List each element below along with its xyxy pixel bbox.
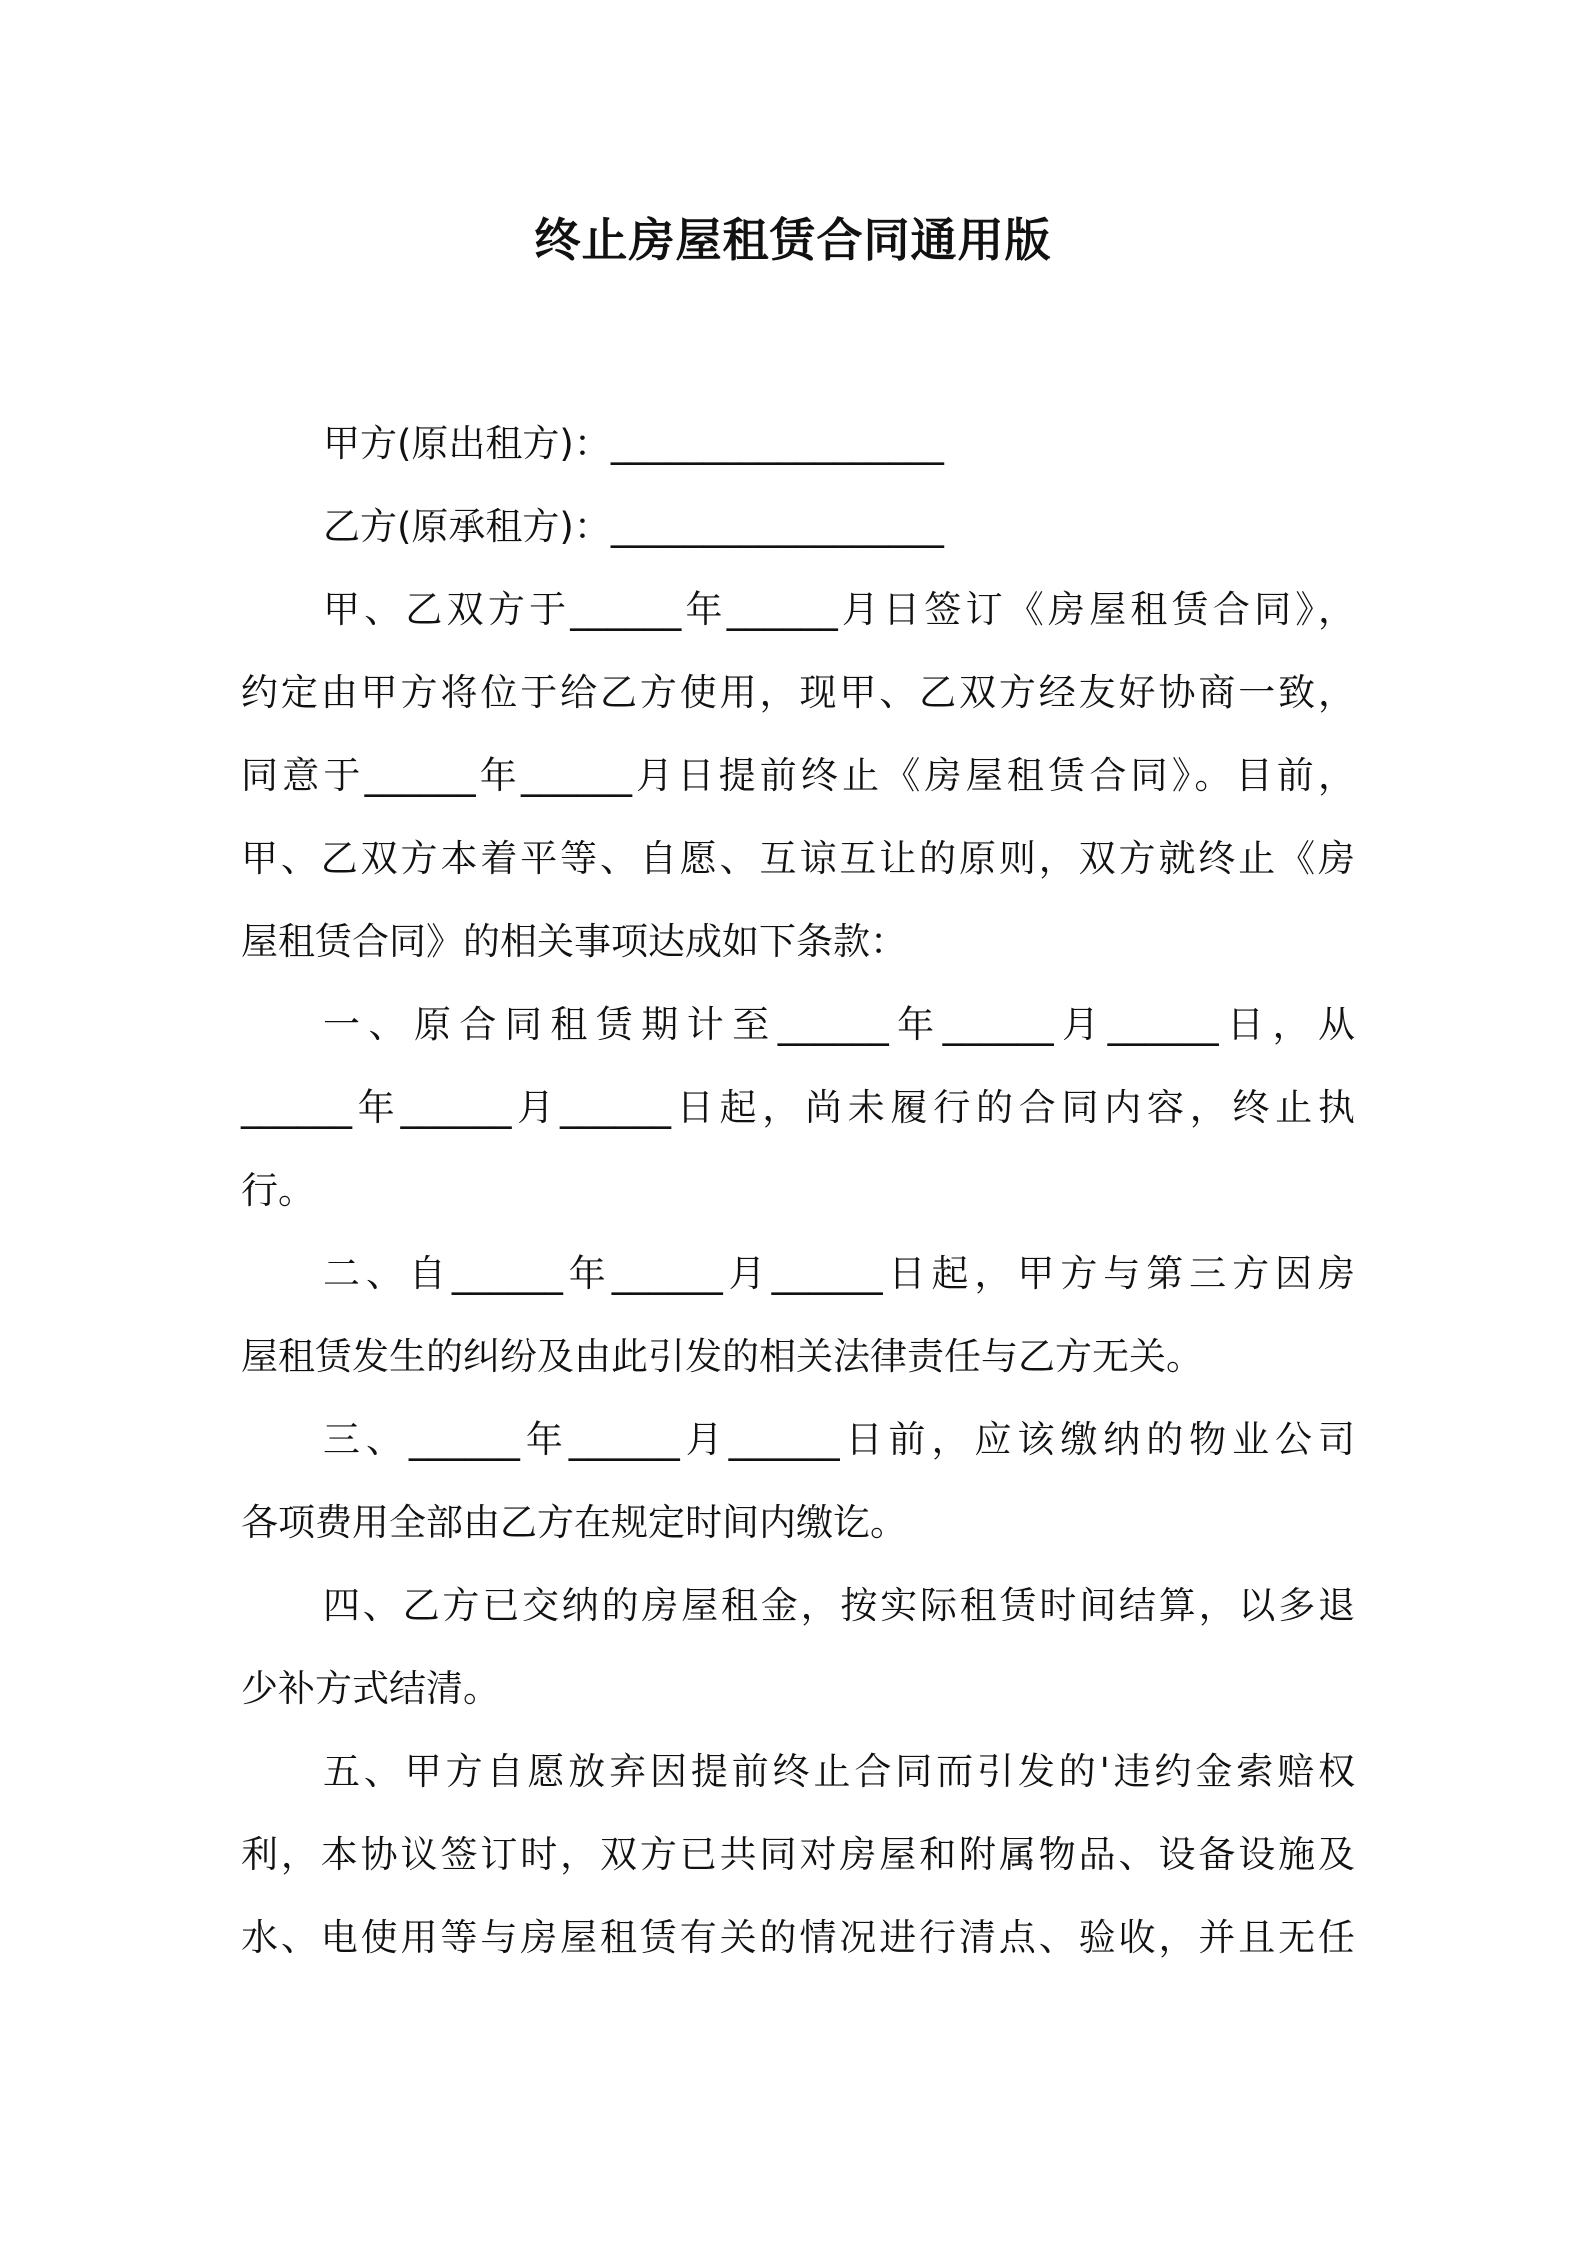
preamble-line: 约定由甲方将位于给乙方使用，现甲、乙双方经友好协商一致，	[241, 671, 1355, 714]
clause-3-line: 三、______年______月______日前，应该缴纳的物业公司	[323, 1418, 1355, 1461]
clause-1-line: 一、原合同租赁期计至______年______月______日，从	[323, 1003, 1355, 1046]
clause-1-line: 行。	[241, 1169, 315, 1212]
preamble-line: 甲、乙双方于______年______月日签订《房屋租赁合同》，	[323, 588, 1355, 631]
clause-3-line: 各项费用全部由乙方在规定时间内缴讫。	[241, 1501, 907, 1544]
party-a-line: 甲方(原出租方)：__________________	[323, 422, 944, 465]
document-title: 终止房屋租赁合同通用版	[534, 213, 1052, 267]
clause-1-line: ______年______月______日起，尚未履行的合同内容，终止执	[241, 1086, 1355, 1129]
party-b-line: 乙方(原承租方)：__________________	[323, 505, 944, 548]
clause-4-line: 少补方式结清。	[241, 1667, 500, 1710]
clause-2-line: 二、自______年______月______日起，甲方与第三方因房	[323, 1252, 1355, 1295]
preamble-line: 同意于______年______月日提前终止《房屋租赁合同》。目前，	[241, 754, 1355, 797]
preamble-line: 甲、乙双方本着平等、自愿、互谅互让的原则，双方就终止《房	[241, 837, 1355, 880]
clause-5-line: 利，本协议签订时，双方已共同对房屋和附属物品、设备设施及	[241, 1833, 1355, 1876]
document-body	[241, 402, 1355, 1979]
clause-5-line: 水、电使用等与房屋租赁有关的情况进行清点、验收，并且无任	[241, 1916, 1355, 1959]
preamble-line: 屋租赁合同》的相关事项达成如下条款：	[241, 920, 907, 963]
clause-2-line: 屋租赁发生的纠纷及由此引发的相关法律责任与乙方无关。	[241, 1335, 1203, 1378]
clause-5-line: 五、甲方自愿放弃因提前终止合同而引发的'违约金索赔权	[323, 1750, 1355, 1793]
clause-4-line: 四、乙方已交纳的房屋租金，按实际租赁时间结算，以多退	[323, 1584, 1355, 1627]
